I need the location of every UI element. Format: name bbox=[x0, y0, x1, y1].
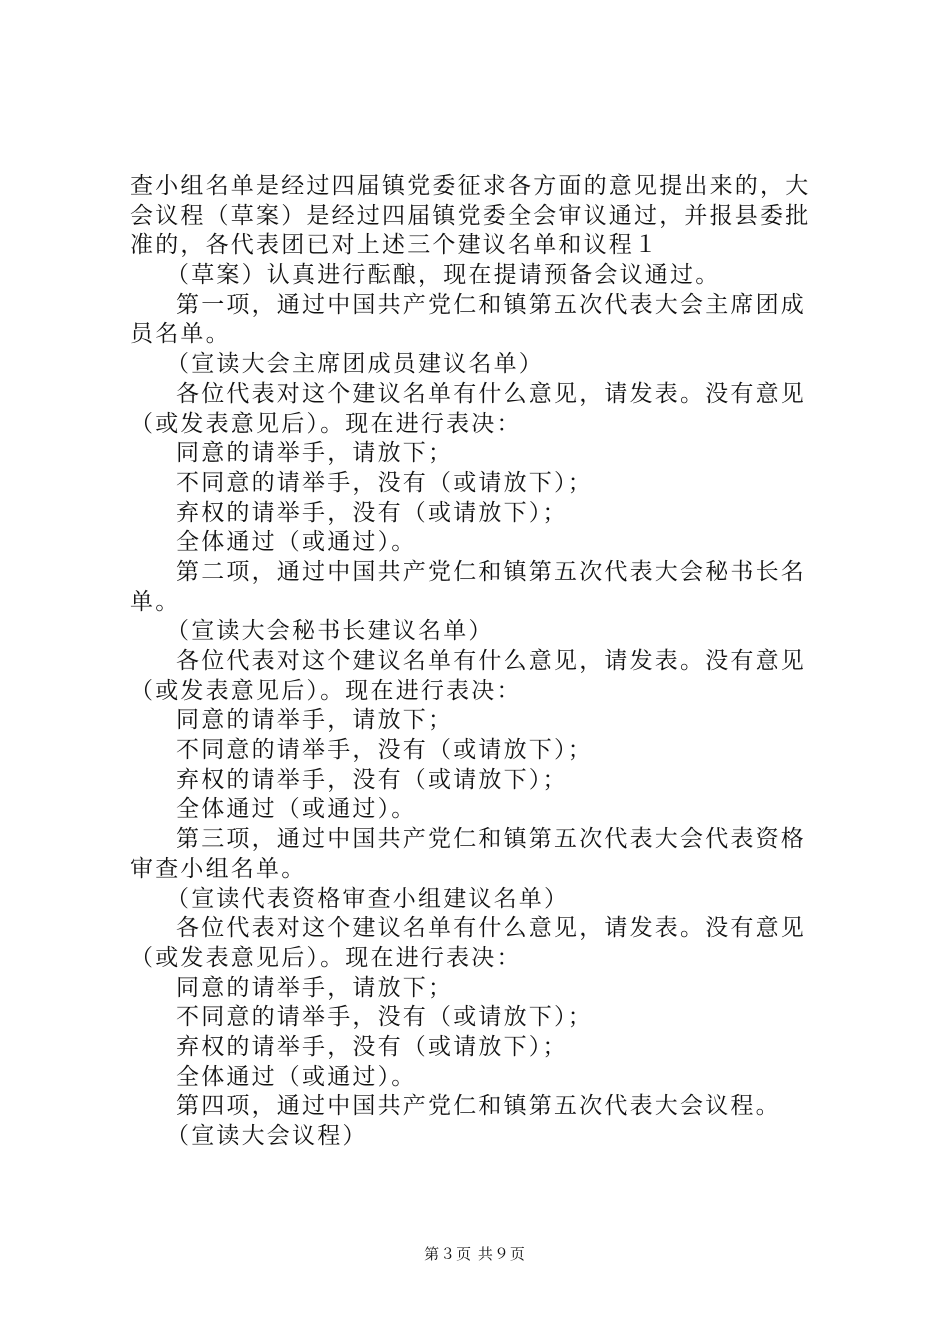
text-line: 审查小组名单。 bbox=[130, 855, 307, 882]
text-line: 全体通过（或通过）。 bbox=[176, 1063, 417, 1090]
text-line: 各位代表对这个建议名单有什么意见，请发表。没有意见 bbox=[176, 648, 806, 674]
text-line: （草案）认真进行酝酿，现在提请预备会议通过。 bbox=[166, 262, 721, 289]
text-line: （宣读代表资格审查小组建议名单） bbox=[166, 885, 570, 912]
text-line: 弃权的请举手，没有（或请放下）； bbox=[176, 766, 568, 793]
text-line: （或发表意见后）。现在进行表决： bbox=[130, 944, 522, 971]
text-line: （宣读大会议程） bbox=[166, 1123, 368, 1149]
text-line: 员名单。 bbox=[130, 321, 231, 348]
text-line: （宣读大会主席团成员建议名单） bbox=[166, 351, 544, 378]
text-line: （宣读大会秘书长建议名单） bbox=[166, 618, 494, 645]
text-line: 全体通过（或通过）。 bbox=[176, 796, 417, 823]
text-line: 同意的请举手，请放下； bbox=[176, 707, 454, 734]
text-line: 准的，各代表团已对上述三个建议名单和议程１ bbox=[130, 232, 660, 259]
text-line: 不同意的请举手，没有（或请放下）； bbox=[176, 469, 593, 496]
text-line: （或发表意见后）。现在进行表决： bbox=[130, 677, 522, 704]
text-line: 不同意的请举手，没有（或请放下）； bbox=[176, 737, 593, 764]
text-line: 各位代表对这个建议名单有什么意见，请发表。没有意见 bbox=[176, 380, 806, 407]
page-footer: 第３页 共９页 bbox=[424, 1245, 526, 1263]
text-line: （或发表意见后）。现在进行表决： bbox=[130, 410, 522, 437]
text-line: 同意的请举手，请放下； bbox=[176, 974, 454, 1001]
text-line: 弃权的请举手，没有（或请放下）； bbox=[176, 1033, 568, 1060]
text-line: 单。 bbox=[130, 588, 181, 615]
text-line: 各位代表对这个建议名单有什么意见，请发表。没有意见 bbox=[176, 915, 806, 942]
text-line: 同意的请举手，请放下； bbox=[176, 440, 454, 467]
text-line: 第一项，通过中国共产党仁和镇第五次代表大会主席团成 bbox=[176, 291, 806, 318]
text-line: 查小组名单是经过四届镇党委征求各方面的意见提出来的，大 bbox=[130, 173, 811, 199]
text-line: 全体通过（或通过）。 bbox=[176, 529, 417, 556]
text-line: 第三项，通过中国共产党仁和镇第五次代表大会代表资格 bbox=[176, 826, 806, 853]
text-line: 第二项，通过中国共产党仁和镇第五次代表大会秘书长名 bbox=[176, 558, 806, 585]
text-line: 不同意的请举手，没有（或请放下）； bbox=[176, 1004, 593, 1031]
text-line: 弃权的请举手，没有（或请放下）； bbox=[176, 499, 568, 526]
text-line: 会议程（草案）是经过四届镇党委全会审议通过，并报县委批 bbox=[130, 202, 811, 229]
document-body bbox=[130, 172, 830, 1152]
text-line: 第四项，通过中国共产党仁和镇第五次代表大会议程。 bbox=[176, 1093, 781, 1120]
